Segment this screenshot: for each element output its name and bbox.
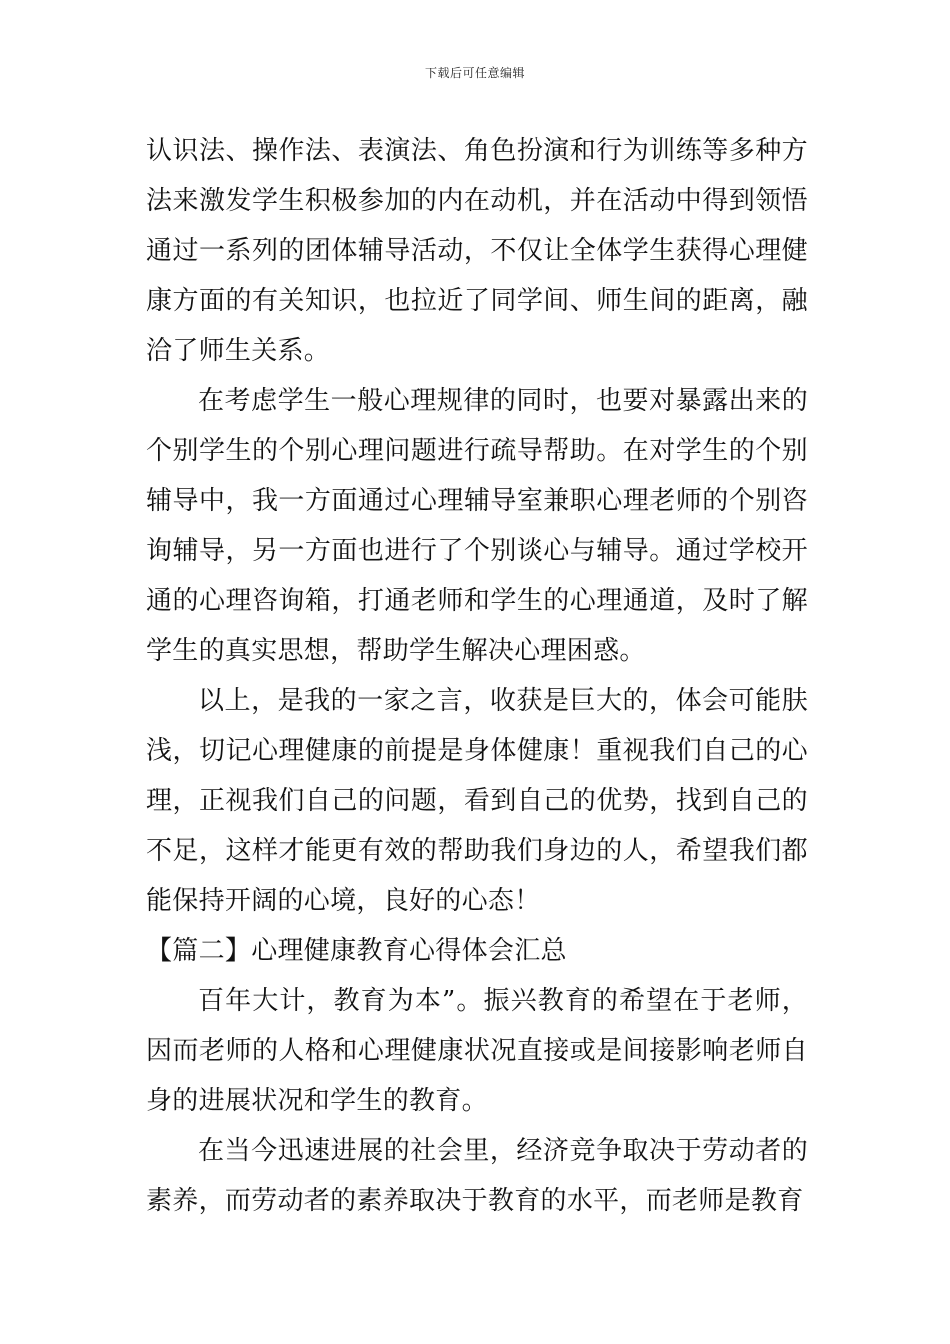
paragraph-3: 以上，是我的一家之言，收获是巨大的，体会可能肤浅，切记心理健康的前提是身体健康！重视我们自己的心理，正视我们自己的问题，看到自己的优势，找到自己的不足，这样才能更有效的帮助我们身边的人，希望我们都能保持开阔的心境，良好的心态！ <box>146 686 808 916</box>
paragraph-4: 百年大计，教育为本”。振兴教育的希望在于老师，因而老师的人格和心理健康状况直接或是间接影响老师自身的进展状况和学生的教育。 <box>146 986 808 1116</box>
header-note: 下载后可任意编辑 <box>424 66 525 80</box>
paragraph-5: 在当今迅速进展的社会里，经济竞争取决于劳动者的素养，而劳动者的素养取决于教育的水平，而老师是教育 <box>146 1136 808 1216</box>
paragraph-2: 在考虑学生一般心理规律的同时，也要对暴露出来的个别学生的个别心理问题进行疏导帮助。在对学生的个别辅导中，我一方面通过心理辅导室兼职心理老师的个别咨询辅导，另一方面也进行了个别谈心与辅导。通过学校开通的心理咨询箱，打通老师和学生的心理通道，及时了解学生的真实思想，帮助学生解决心理困惑。 <box>146 386 808 666</box>
paragraph-1: 认识法、操作法、表演法、角色扮演和行为训练等多种方法来激发学生积极参加的内在动机，并在活动中得到领悟通过一系列的团体辅导活动，不仅让全体学生获得心理健康方面的有关知识，也拉近了同学间、师生间的距离，融洽了师生关系。 <box>146 136 808 366</box>
section-heading: 【篇二】心理健康教育心得体会汇总 <box>146 936 567 966</box>
document-body <box>146 126 808 1226</box>
